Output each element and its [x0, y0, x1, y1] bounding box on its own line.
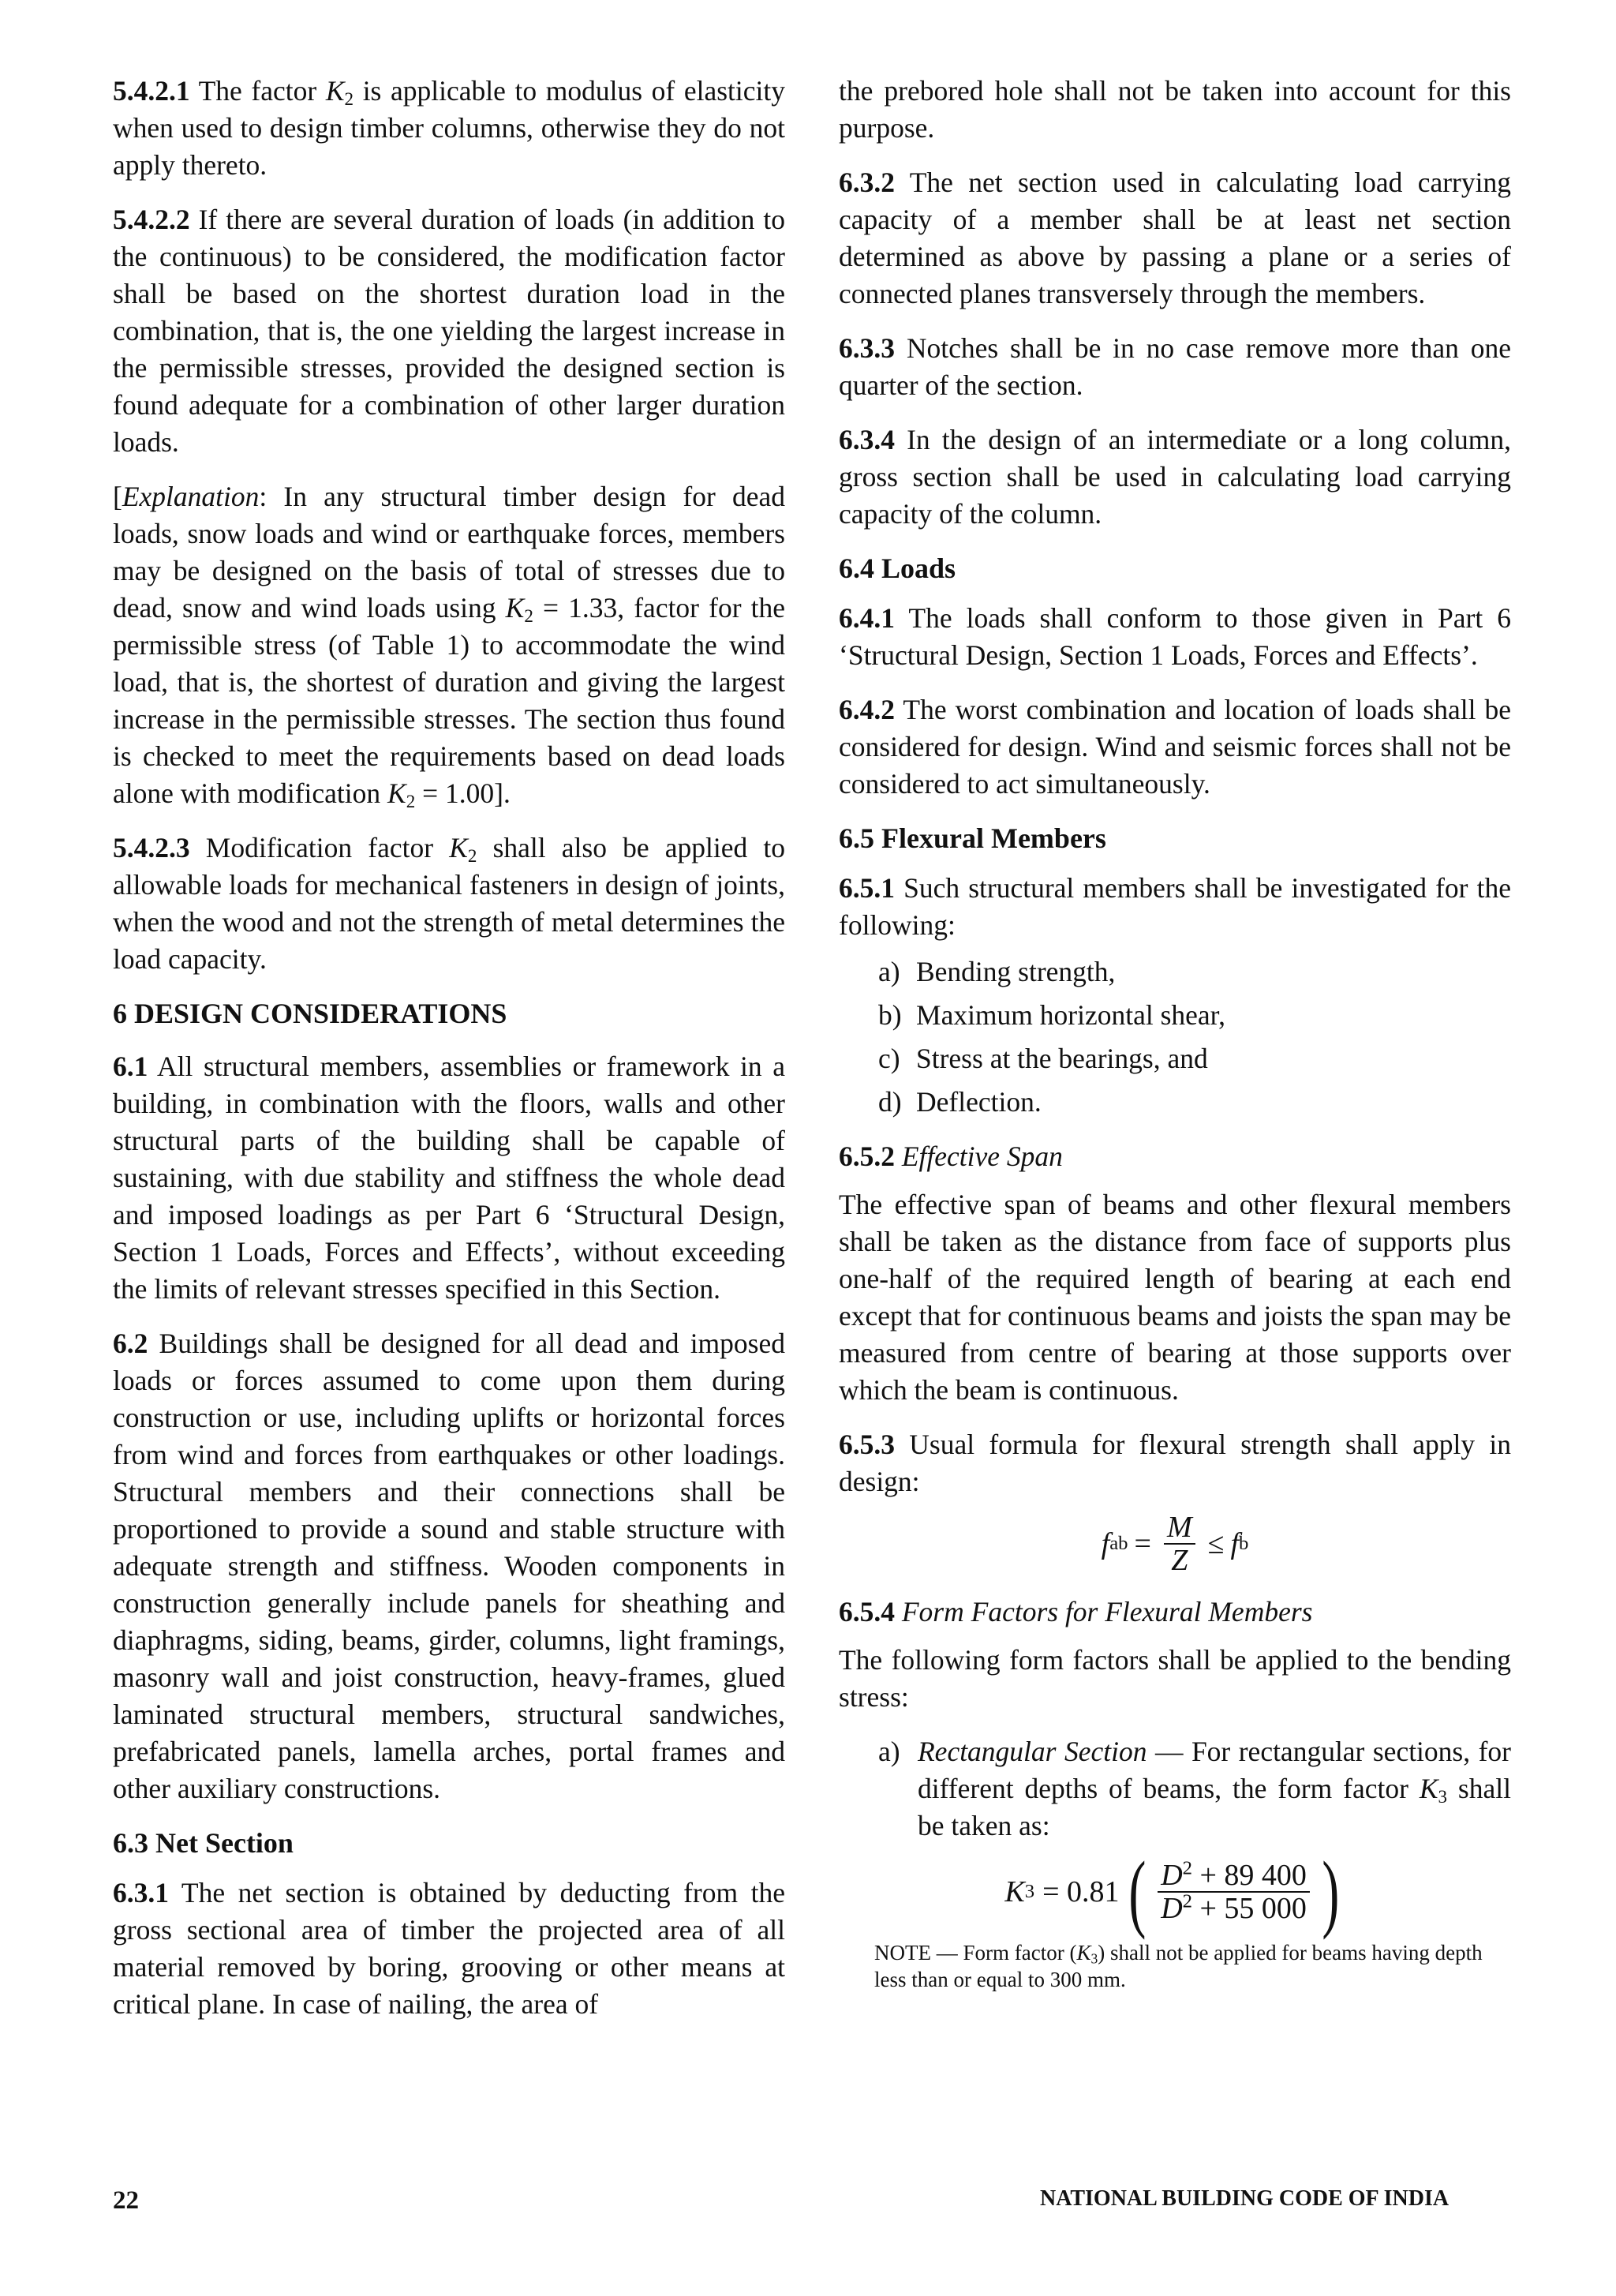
list-item: d) Deflection.	[878, 1086, 1042, 1118]
section-heading-net-section: 6.3 Net Section	[113, 1827, 294, 1859]
explanation-note: [Explanation: In any structural timber design for dead loads, snow loads and wind or earthquake forces, members may be designed on the basis of total of stresses due to dead, snow and wind loads using $K_2 = 1.33$, factor for the permissible stress (of Table 1) to accommodate the wind load, that is, the shortest of duration and giving the largest increase in the permissible stresses. The section thus found is checked to meet the requirements based on dead loads alone with modification $K_2 = 1.00$].	[113, 481, 785, 811]
clause-number: 6.5.1	[839, 872, 895, 904]
para-6-3-4: 6.3.4 In the design of an intermediate or a long column, gross section shall be used in calculating load carrying capacity of the column.	[839, 424, 1511, 530]
para-5-4-2-2: 5.4.2.2 If there are several duration of loads (in addition to the continuous) to be considered, the modification factor shall be based on the shortest duration load in the combination, that is, the one yielding the largest increase in the permissible stresses, provided the designed section is found adequate for a combination of other larger duration loads.	[113, 204, 785, 458]
para-6-3-1: 6.3.1 The net section is obtained by deducting from the gross sectional area of timber the projected area of all material removed by boring, grooving or other means at critical plane. In case of nailing, the area of	[113, 1877, 785, 2020]
section-heading-flexural-members: 6.5 Flexural Members	[839, 822, 1106, 854]
clause-number: 6.1	[113, 1051, 148, 1082]
clause-number: 6.3.1	[113, 1877, 169, 1908]
para-continuation: the prebored hole shall not be taken into account for this purpose.	[839, 75, 1511, 144]
para-6-1: 6.1 All structural members, assemblies or framework in a building, in combination with the floors, walls and other structural parts of the building shall be capable of sustaining, with due stability and stiffness the whole dead and imposed loadings as per Part 6 ‘Structural Design, Section 1 Loads, Forces and Effects’, without exceeding the limits of relevant stresses specified in this Section.	[113, 1051, 785, 1305]
left-parenthesis: (	[1128, 1844, 1146, 1940]
clause-number: 6.4.2	[839, 694, 895, 725]
section-heading-loads: 6.4 Loads	[839, 552, 956, 584]
para-6-2: 6.2 Buildings shall be designed for all dead and imposed loads or forces assumed to come upon them during construction or use, including uplifts or horizontal forces from wind and forces from earthquakes or other loadings. Structural members and their connections shall be proportioned to provide a sound and stable structure with adequate strength and stiffness. Wooden components in construction generally include panels for sheathing and diaphragms, siding, beams, girder, columns, light framings, masonry wall and joist construction, heavy-frames, glued laminated structural members, structural sandwiches, prefabricated panels, lamella arches, portal frames and other auxiliary constructions.	[113, 1328, 785, 1804]
left-column	[113, 73, 785, 2040]
clause-number: 6.4.1	[839, 602, 895, 634]
para-6-5-2: The effective span of beams and other flexural members shall be taken as the distance from face of supports plus one-half of the required length of bearing at each end except that for continuous beams and joists the span may be measured from centre of bearing at those supports over which the beam is continuous.	[839, 1189, 1511, 1406]
para-6-3-3: 6.3.3 Notches shall be in no case remove more than one quarter of the section.	[839, 332, 1511, 401]
form-factor-formula: K 3 = 0.81 ( $\frac{D^2 + 89 400}{D^2 + 55 000}$ )	[1004, 1844, 1340, 1940]
fraction: $\frac{D^2 + 89 400}{D^2 + 55 000}$	[1158, 1860, 1310, 1924]
running-footer-title: NATIONAL BUILDING CODE OF INDIA	[1040, 2186, 1450, 2211]
right-column	[839, 73, 1511, 1993]
clause-number: 6.3.2	[839, 167, 895, 198]
right-parenthesis: )	[1322, 1844, 1340, 1940]
para-6-4-2: 6.4.2 The worst combination and location of loads shall be considered for design. Wind and seismic forces shall not be considered to act simultaneously.	[839, 694, 1511, 800]
fraction: $\frac{M}{Z}$	[1164, 1511, 1195, 1576]
clause-number: 6.3.3	[839, 332, 895, 364]
list-item: a) Bending strength,	[878, 956, 1116, 987]
note-form-factor: NOTE — Form factor $(K_3)$ shall not be applied for beams having depth less than or equal to 300 mm.	[874, 1941, 1483, 1991]
flexural-check-list	[839, 953, 1511, 1121]
section-heading-design-considerations: 6 DESIGN CONSIDERATIONS	[113, 998, 507, 1029]
para-6-5-3: 6.5.3 Usual formula for flexural strength shall apply in design:	[839, 1429, 1511, 1497]
para-6-3-2: 6.3.2 The net section used in calculating load carrying capacity of a member shall be at least net section determined as above by passing a plane or a series of connected planes transversely through the members.	[839, 167, 1511, 309]
clause-number: 5.4.2.3	[113, 832, 190, 863]
para-5-4-2-3: 5.4.2.3 Modification factor $K_2$ shall also be applied to allowable loads for mechanical fasteners in design of joints, when the wood and not the strength of metal determines the load capacity.	[113, 832, 786, 975]
clause-number: 5.4.2.1	[113, 75, 190, 107]
clause-number: 6.5.3	[839, 1429, 895, 1460]
flexural-strength-formula: f ab = $\frac{M}{Z}$ ≤ f b	[1101, 1511, 1249, 1577]
para-6-4-1: 6.4.1 The loads shall conform to those given in Part 6 ‘Structural Design, Section 1 Loads, Forces and Effects’.	[839, 602, 1511, 671]
clause-number: 6.3.4	[839, 424, 895, 455]
para-6-5-4: The following form factors shall be applied to the bending stress:	[839, 1644, 1511, 1713]
list-item-rectangular-section: a) Rectangular Section — For rectangular sections, for different depths of beams, the form factor $K_3$ shall be taken as:	[878, 1736, 1511, 1841]
list-item: b) Maximum horizontal shear,	[878, 999, 1225, 1031]
clause-number: 6.5.4	[839, 1596, 895, 1627]
clause-number: 6.2	[113, 1328, 148, 1359]
page-number: 22	[113, 2186, 139, 2215]
subheading-form-factors: 6.5.4 Form Factors for Flexural Members	[839, 1596, 1313, 1627]
clause-number: 5.4.2.2	[113, 204, 190, 235]
subheading-effective-span: 6.5.2 Effective Span	[839, 1141, 1063, 1172]
para-6-5-1: 6.5.1 Such structural members shall be investigated for the following:	[839, 872, 1511, 941]
list-item: c) Stress at the bearings, and	[878, 1043, 1208, 1074]
para-5-4-2-1: 5.4.2.1 The factor $K_2$ is applicable to modulus of elasticity when used to design timber columns, otherwise they do not apply thereto.	[113, 75, 786, 181]
clause-number: 6.5.2	[839, 1141, 895, 1172]
